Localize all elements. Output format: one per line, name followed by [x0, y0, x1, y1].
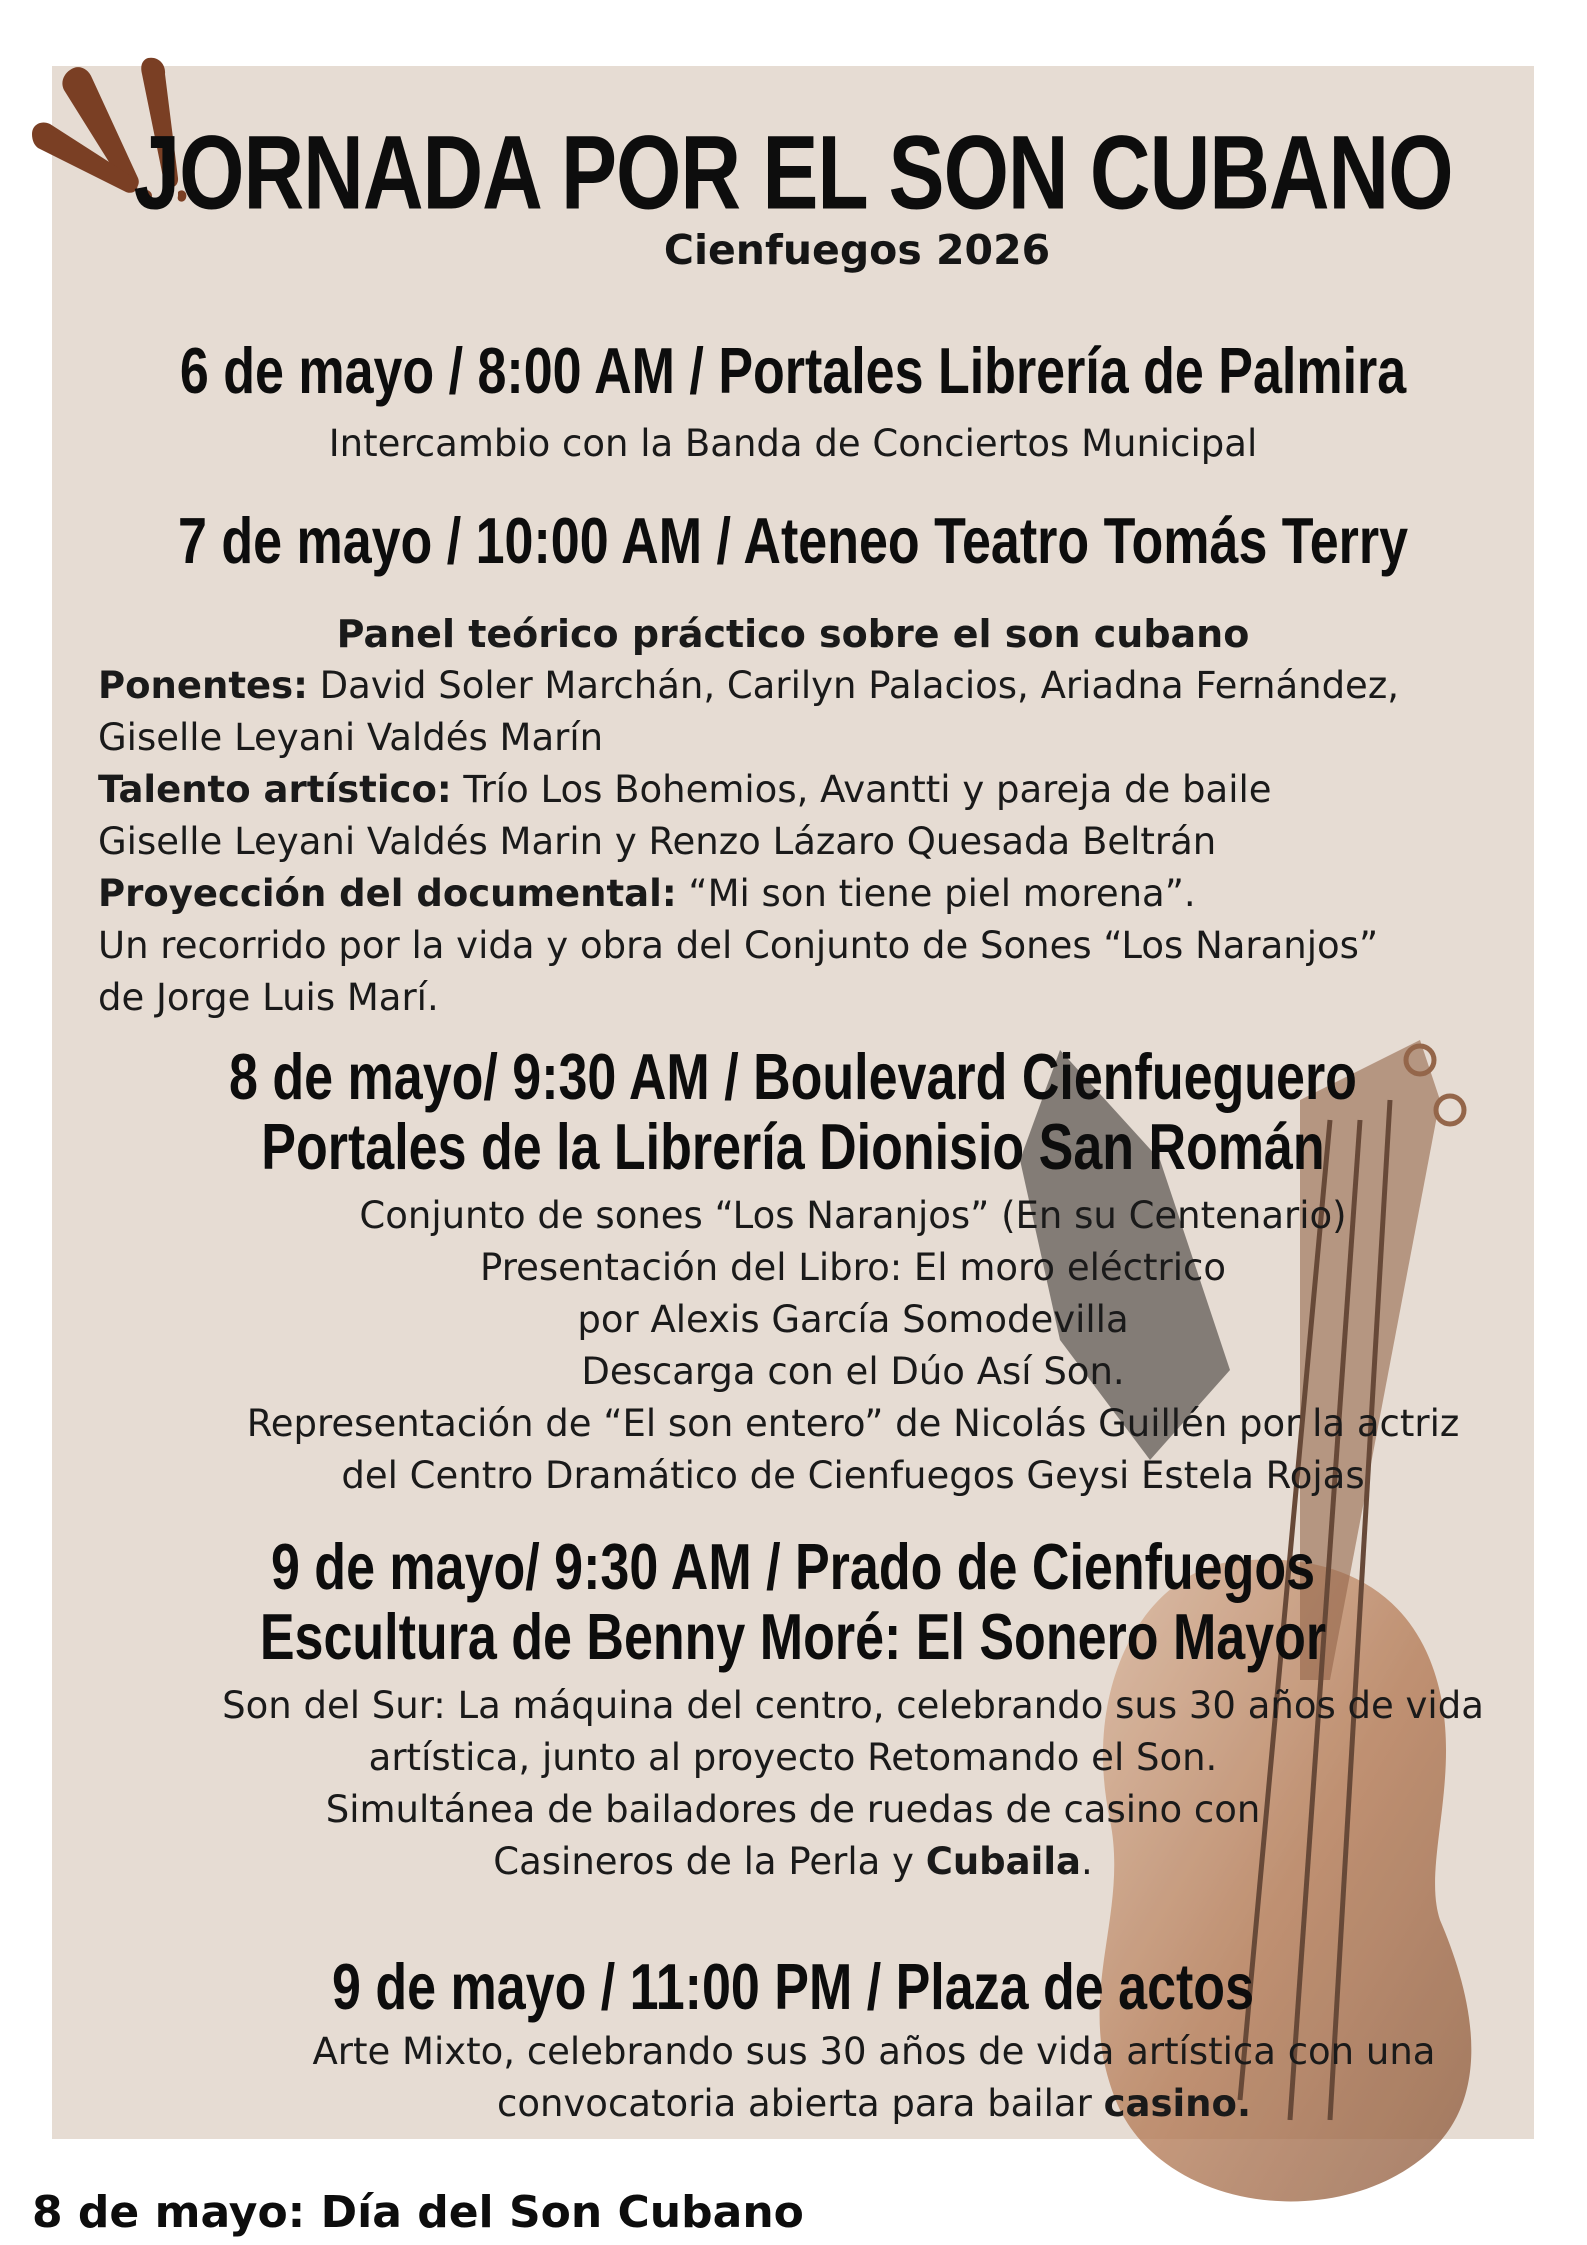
speakers-names: David Soler Marchán, Carilyn Palacios, Ariadna Fernández, — [307, 664, 1400, 707]
event-5-line1: Arte Mixto, celebrando sus 30 años de vida artística con una — [312, 2030, 1436, 2073]
event-4-heading-line2: Escultura de Benny Moré: El Sonero Mayor — [259, 1601, 1327, 1674]
event-3-line: por Alexis García Somodevilla — [577, 1298, 1129, 1341]
event-4-line: artística, junto al proyecto Retomando el Son. — [368, 1736, 1218, 1779]
talent-names: Trío Los Bohemios, Avantti y pareja de baile — [451, 768, 1272, 811]
speakers-label: Ponentes: — [98, 664, 308, 707]
event-2-documentary — [98, 868, 1196, 920]
event-3-heading-line2: Portales de la Librería Dionisio San Román — [261, 1111, 1325, 1184]
event-5-heading: 9 de mayo / 11:00 PM / Plaza de actos — [332, 1951, 1254, 2024]
documentary-title: “Mi son tiene piel morena”. — [676, 872, 1196, 915]
event-4-line: Son del Sur: La máquina del centro, celebrando sus 30 años de vida — [222, 1684, 1484, 1727]
poster-title: JORNADA POR EL SON CUBANO — [133, 113, 1453, 231]
event-3-line: Descarga con el Dúo Así Son. — [581, 1350, 1125, 1393]
event-2-documentary-line2: de Jorge Luis Marí. — [98, 976, 439, 1019]
talent-label: Talento artístico: — [98, 768, 452, 811]
cubaila-text: Cubaila — [925, 1840, 1081, 1883]
event-5-line2 — [52, 2078, 1587, 2130]
last-line-period: . — [1080, 1840, 1093, 1883]
event-3-heading-line1: 8 de mayo/ 9:30 AM / Boulevard Cienfueguero — [229, 1041, 1357, 1114]
event-3-line: Conjunto de sones “Los Naranjos” (En su Centenario) — [359, 1194, 1347, 1237]
event-2-panel-title: Panel teórico práctico sobre el son cubano — [336, 612, 1250, 656]
poster-subtitle: Cienfuegos 2026 — [663, 226, 1051, 274]
event-3-line: del Centro Dramático de Cienfuegos Geysi Estela Rojas — [341, 1454, 1365, 1497]
footer-note: 8 de mayo: Día del Son Cubano — [32, 2187, 804, 2238]
event-4-line: Simultánea de bailadores de ruedas de casino con — [325, 1788, 1261, 1831]
event-4-last-line — [52, 1836, 1534, 1888]
casino-text: casino. — [1103, 2082, 1251, 2125]
event-2-speakers — [98, 660, 1399, 712]
event-4-heading-line1: 9 de mayo/ 9:30 AM / Prado de Cienfuegos — [270, 1531, 1316, 1604]
last-line-text: Casineros de la Perla y — [493, 1840, 926, 1883]
event-3-line: Representación de “El son entero” de Nicolás Guillén por la actriz — [246, 1402, 1460, 1445]
event-2-documentary-line1: Un recorrido por la vida y obra del Conjunto de Sones “Los Naranjos” — [98, 924, 1379, 967]
event-2-heading: 7 de mayo / 10:00 AM / Ateneo Teatro Tomás Terry — [177, 505, 1409, 578]
event-1-description: Intercambio con la Banda de Conciertos Municipal — [328, 422, 1258, 465]
line2-text: convocatoria abierta para bailar — [496, 2082, 1104, 2125]
event-2-speakers-line2: Giselle Leyani Valdés Marín — [98, 716, 604, 759]
documentary-label: Proyección del documental: — [98, 872, 677, 915]
event-1-heading: 6 de mayo / 8:00 AM / Portales Librería de Palmira — [179, 335, 1407, 408]
event-2-talent-line2: Giselle Leyani Valdés Marin y Renzo Lázaro Quesada Beltrán — [98, 820, 1217, 863]
event-2-talent — [98, 764, 1272, 816]
event-3-line: Presentación del Libro: El moro eléctrico — [480, 1246, 1226, 1289]
